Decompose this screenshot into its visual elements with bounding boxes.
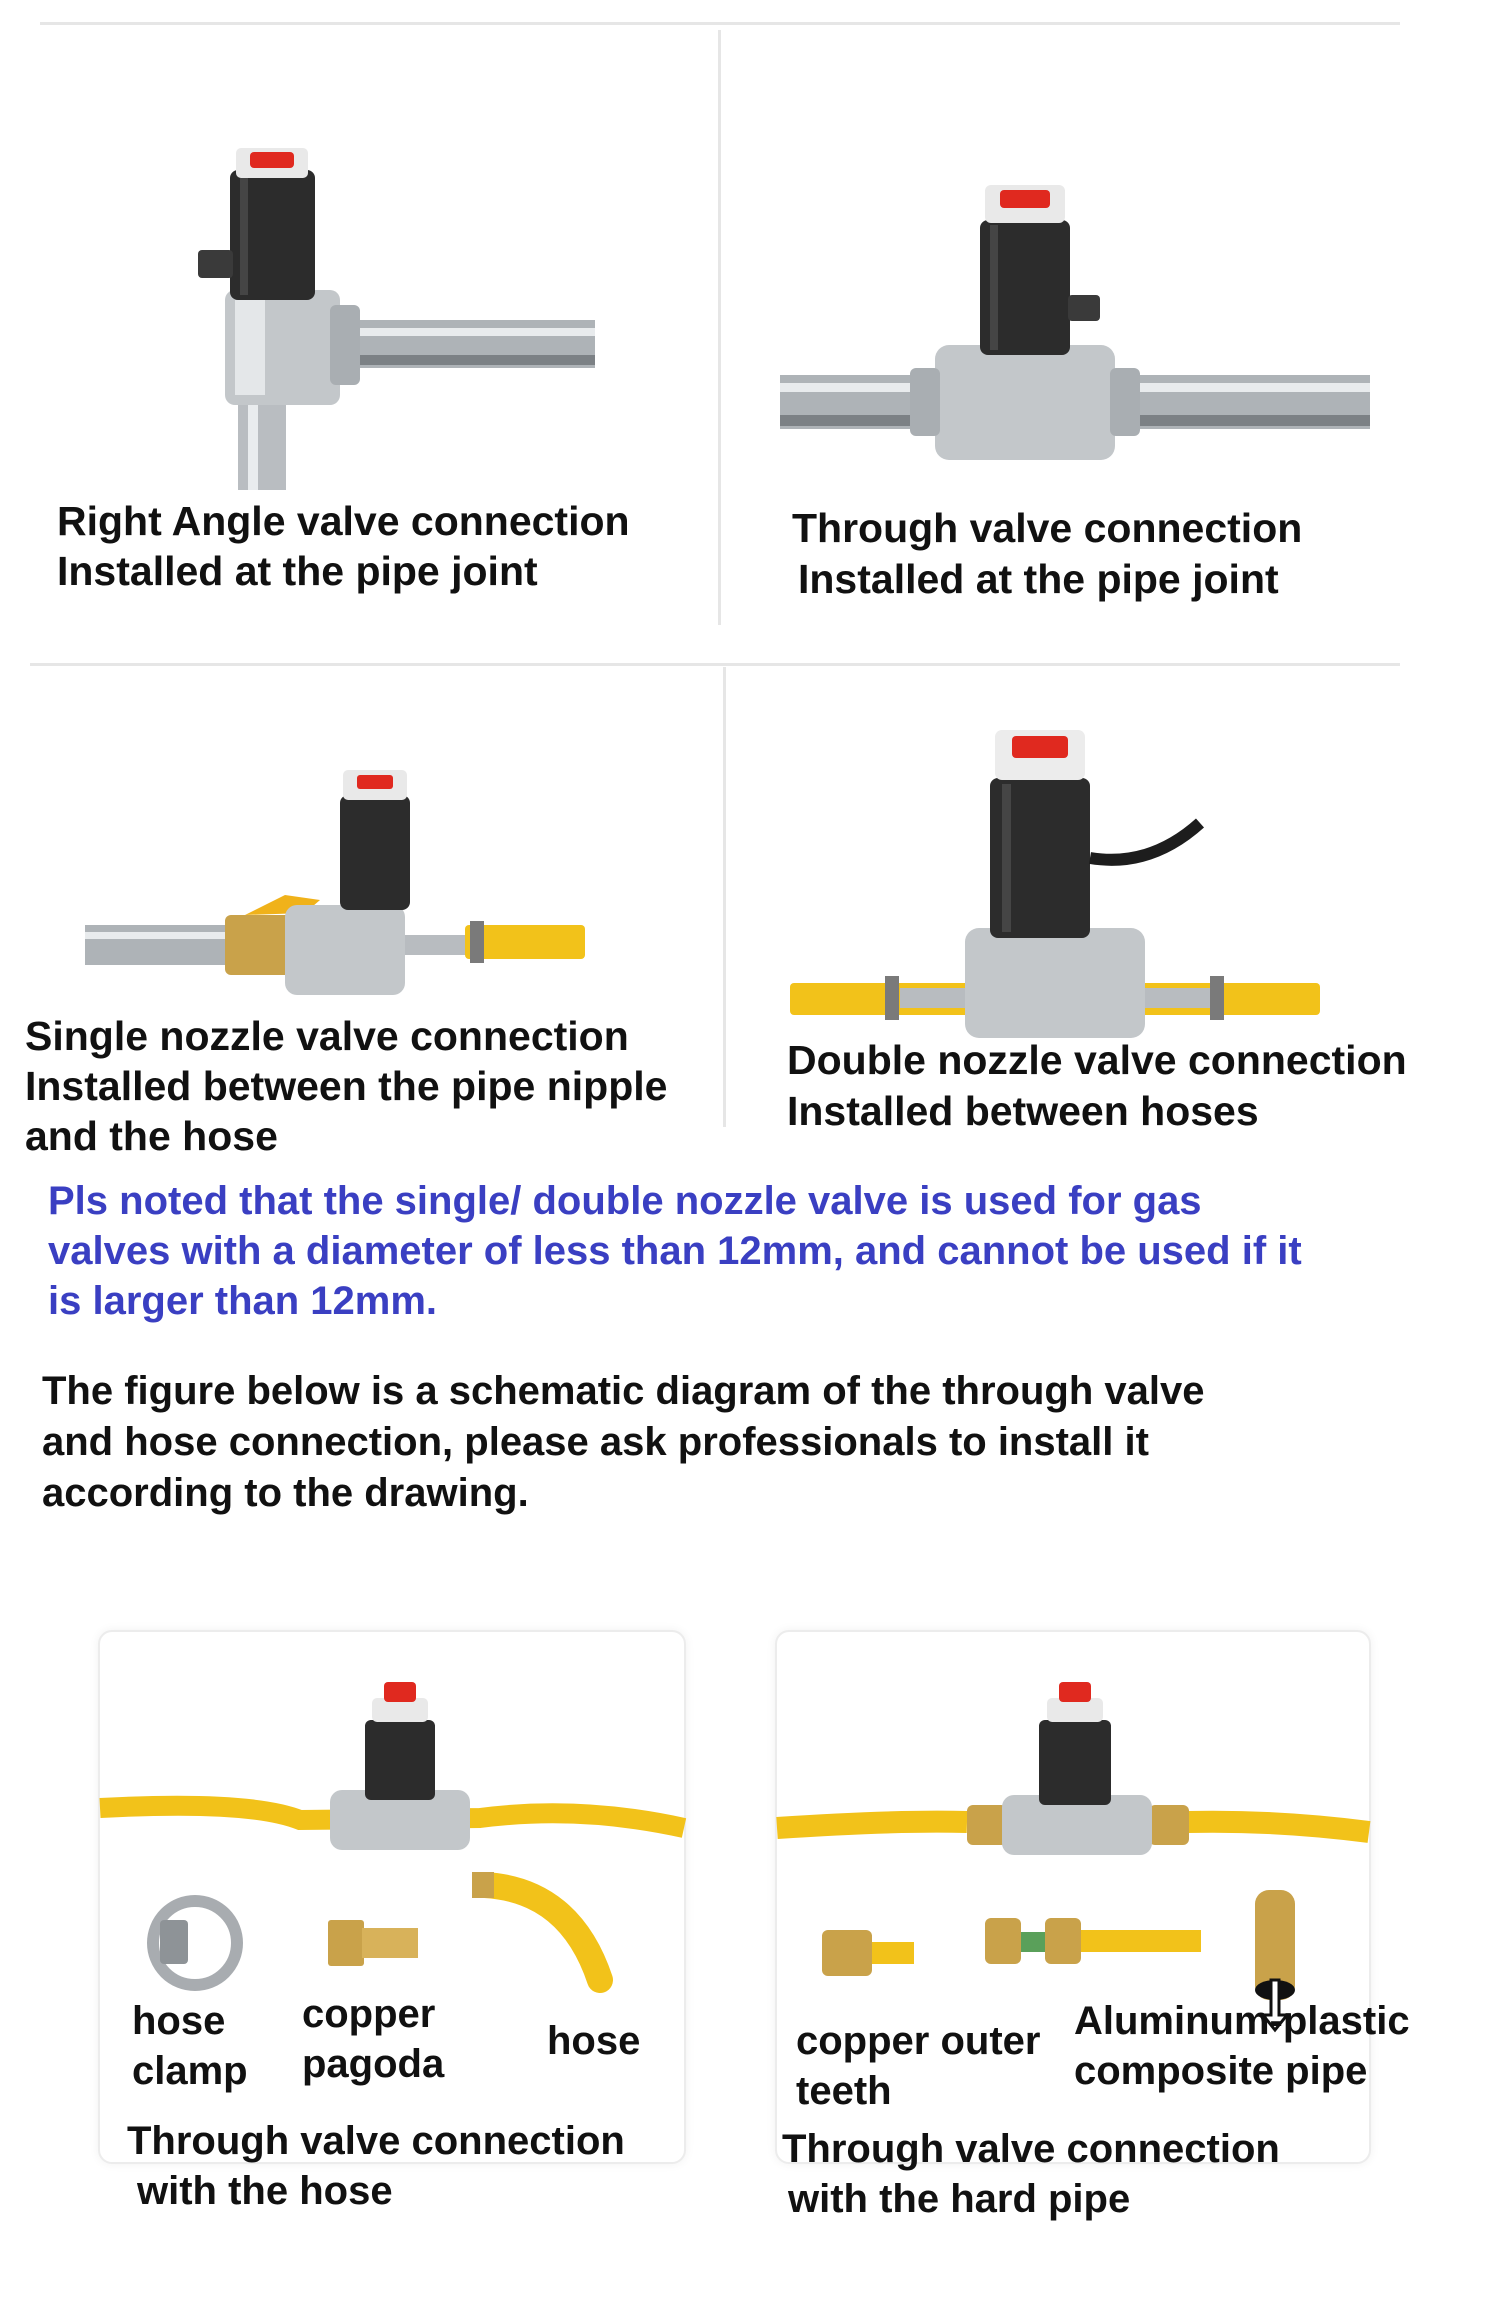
schematic-intro-line1: The figure below is a schematic diagram of the through valve [42, 1369, 1205, 1413]
hose-connection-caption-line2: with the hose [137, 2169, 393, 2213]
schematic-intro-line3: according to the drawing. [42, 1471, 529, 1515]
double-nozzle-caption-line1: Double nozzle valve connection [787, 1037, 1407, 1083]
copper-outer-teeth-label-line1: copper outer [796, 2019, 1041, 2063]
right-angle-caption-line1: Right Angle valve connection [57, 498, 630, 544]
single-nozzle-caption-line2: Installed between the pipe nipple [25, 1063, 668, 1109]
hose-connection-caption-line1: Through valve connection [127, 2119, 625, 2163]
vertical-divider-middle [723, 667, 726, 1127]
through-caption-line2: Installed at the pipe joint [798, 556, 1279, 602]
single-nozzle-caption-line1: Single nozzle valve connection [25, 1013, 629, 1059]
hard-pipe-caption-line2: with the hard pipe [788, 2177, 1131, 2221]
top-rule [40, 22, 1400, 25]
diameter-note-line3: is larger than 12mm. [48, 1279, 438, 1323]
through-valve-illustration [780, 180, 1370, 470]
hose-clamp-label-line2: clamp [132, 2049, 248, 2093]
double-nozzle-valve-illustration [790, 718, 1320, 1038]
diameter-note-line2: valves with a diameter of less than 12mm, and cannot be used if it [48, 1229, 1302, 1273]
through-caption-line1: Through valve connection [792, 505, 1303, 551]
single-nozzle-caption-line3: and the hose [25, 1113, 278, 1159]
vertical-divider-top [718, 30, 721, 625]
copper-outer-teeth-label-line2: teeth [796, 2069, 892, 2113]
copper-pagoda-label-line2: pagoda [302, 2042, 445, 2086]
copper-pagoda-label-line1: copper [302, 1992, 436, 2036]
schematic-intro-line2: and hose connection, please ask professionals to install it [42, 1420, 1149, 1464]
double-nozzle-caption-line2: Installed between hoses [787, 1088, 1259, 1134]
right-angle-caption-line2: Installed at the pipe joint [57, 548, 538, 594]
hard-pipe-caption-line1: Through valve connection [782, 2127, 1280, 2171]
aluminum-plastic-label-line2: composite pipe [1074, 2049, 1368, 2093]
aluminum-plastic-label-line1: Aluminum-plastic [1074, 1999, 1410, 2043]
hose-clamp-label-line1: hose [132, 1999, 226, 2043]
diameter-note-line1: Pls noted that the single/ double nozzle valve is used for gas [48, 1179, 1202, 1223]
middle-rule [30, 663, 1400, 666]
right-angle-valve-illustration [180, 130, 600, 490]
hose-label: hose [547, 2019, 641, 2063]
single-nozzle-valve-illustration [85, 765, 605, 1025]
